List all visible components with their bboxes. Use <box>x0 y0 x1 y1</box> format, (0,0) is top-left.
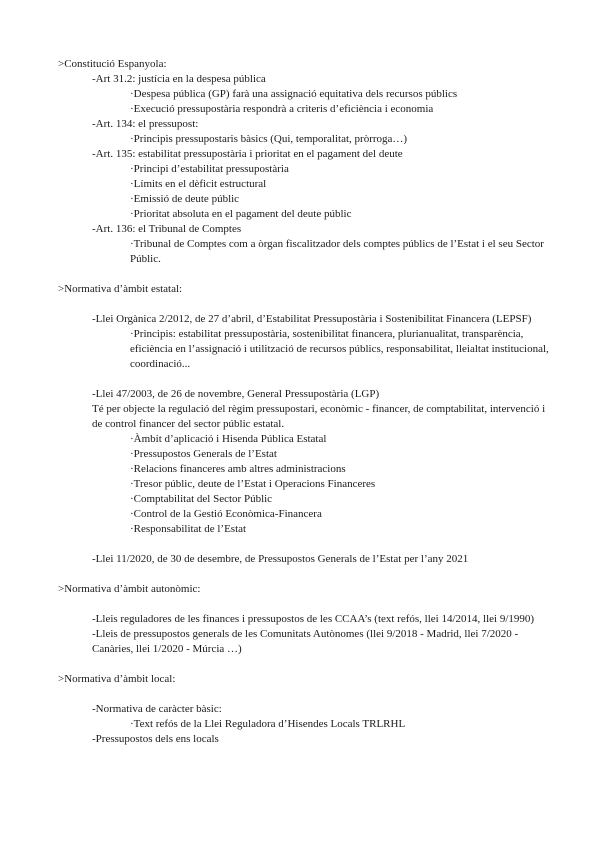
entry: -Lleis de pressupostos generals de les Comunitats Autònomes (llei 9/2018 - Madrid, llei 7/2020 - Canàries, llei 1/2020 - Múrcia …) <box>92 628 519 655</box>
entry: -Normativa de caràcter bàsic: <box>92 703 222 715</box>
sub-item: ·Despesa pública (GP) farà una assignació equitativa dels recursos públics <box>130 88 458 100</box>
section-title: >Normativa d’àmbit local: <box>58 673 176 685</box>
section-title: >Constitució Espanyola: <box>58 58 167 70</box>
sub-item: ·Prioritat absoluta en el pagament del deute públic <box>130 208 352 220</box>
entry-description: Té per objecte la regulació del règim pressupostari, econòmic - financer, de comptabilitat, intervenció i de control financer del sector públic estatal. <box>92 403 546 430</box>
section-constitucio <box>58 57 558 267</box>
sub-item: ·Emissió de deute públic <box>130 193 240 205</box>
section-title: >Normativa d’àmbit estatal: <box>58 283 183 295</box>
entry: -Art. 136: el Tribunal de Comptes <box>92 223 242 235</box>
sub-item: ·Control de la Gestió Econòmica-Financera <box>130 508 322 520</box>
document-page <box>58 57 558 747</box>
section-estatal <box>58 282 558 567</box>
section-title: >Normativa d’àmbit autonòmic: <box>58 583 201 595</box>
sub-item: ·Principi d’estabilitat pressupostària <box>130 163 289 175</box>
entry: -Llei Orgànica 2/2012, de 27 d’abril, d’Estabilitat Pressupostària i Sostenibilitat Financera (LEPSF) <box>92 313 532 325</box>
entry: -Art 31.2: justícia en la despesa pública <box>92 73 266 85</box>
sub-item: ·Límits en el dèficit estructural <box>130 178 267 190</box>
entry: -Llei 47/2003, de 26 de novembre, General Pressupostària (LGP) <box>92 388 380 400</box>
sub-item: ·Principis: estabilitat pressupostària, sostenibilitat financera, plurianualitat, transparència, eficiència en l’assignació i utilització de recursos públics, responsabilitat, lleialtat institucional, coordinació... <box>130 328 549 370</box>
sub-item: ·Comptabilitat del Sector Públic <box>130 493 273 505</box>
entry: -Llei 11/2020, de 30 de desembre, de Pressupostos Generals de l’Estat per l’any 2021 <box>92 553 469 565</box>
entry: -Art. 135: estabilitat pressupostària i prioritat en el pagament del deute <box>92 148 403 160</box>
sub-item: ·Principis pressupostaris bàsics (Qui, temporalitat, pròrroga…) <box>130 133 408 145</box>
entry: -Lleis reguladores de les finances i pressupostos de les CCAA’s (text refós, llei 14/2014, llei 9/1990) <box>92 613 535 625</box>
sub-item: ·Tribunal de Comptes com a òrgan fiscalitzador dels comptes públics de l’Estat i el seu Sector Públic. <box>130 238 544 265</box>
sub-item: ·Àmbit d’aplicació i Hisenda Pública Estatal <box>130 433 327 445</box>
sub-item: ·Responsabilitat de l’Estat <box>130 523 247 535</box>
sub-item: ·Execució pressupostària respondrà a criteris d’eficiència i economia <box>130 103 434 115</box>
entry: -Pressupostos dels ens locals <box>92 733 219 745</box>
sub-item: ·Text refós de la Llei Reguladora d’Hisendes Locals TRLRHL <box>130 718 406 730</box>
section-autonomic <box>58 582 558 657</box>
entry: -Art. 134: el pressupost: <box>92 118 199 130</box>
section-local <box>58 672 558 747</box>
sub-item: ·Tresor públic, deute de l’Estat i Operacions Financeres <box>130 478 376 490</box>
sub-item: ·Pressupostos Generals de l’Estat <box>130 448 277 460</box>
sub-item: ·Relacions financeres amb altres administracions <box>130 463 346 475</box>
